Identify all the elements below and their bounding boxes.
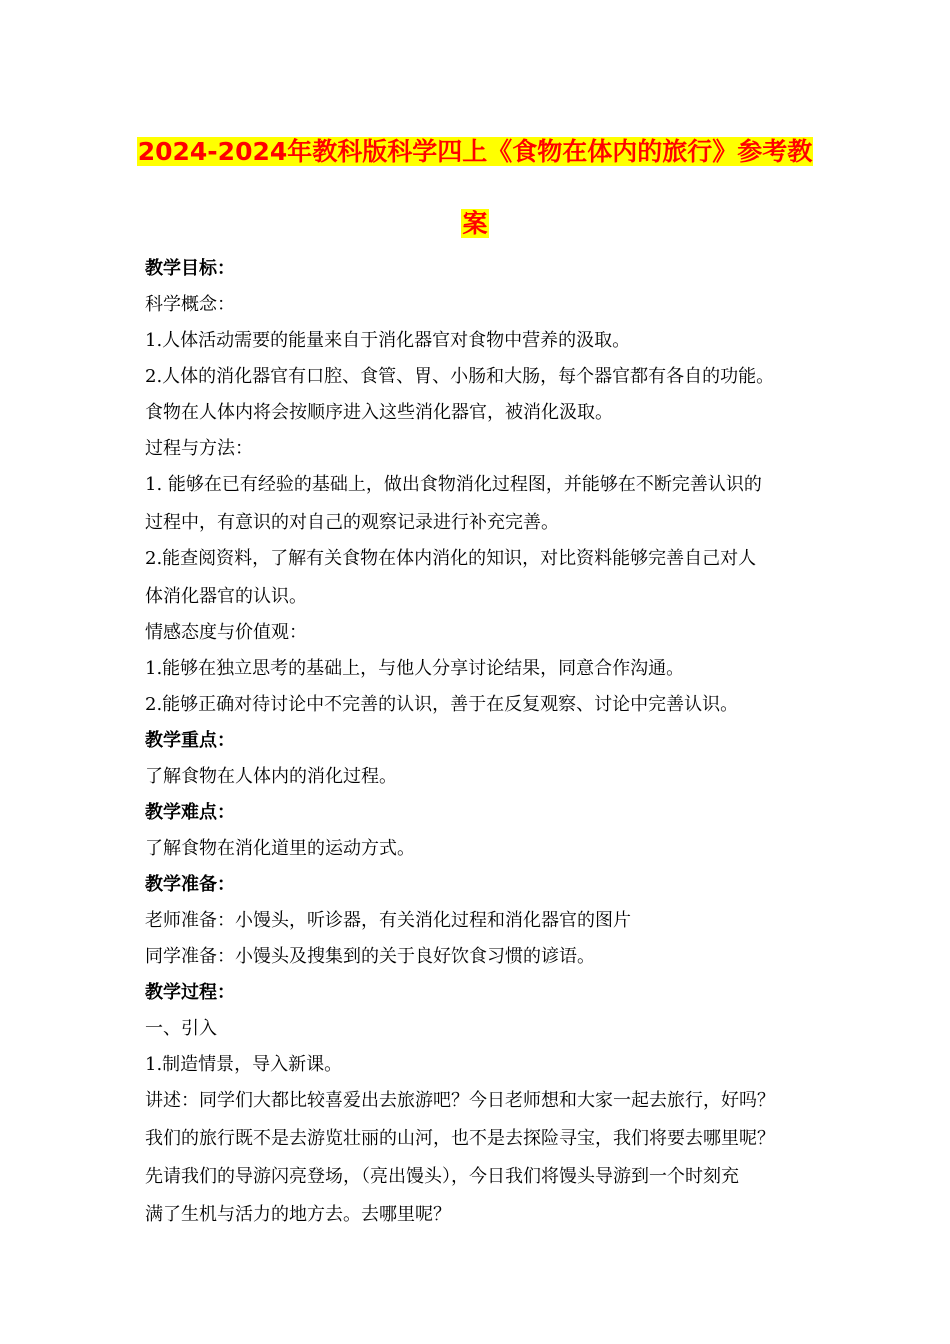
section-heading: 教学重点： <box>145 730 235 751</box>
body-line: 一、引入 <box>145 1018 217 1039</box>
section-heading: 教学难点： <box>145 802 235 823</box>
document-title-line-2 <box>0 207 950 241</box>
body-line: 1.制造情景，导入新课。 <box>145 1054 343 1075</box>
body-line: 食物在人体内将会按顺序进入这些消化器官，被消化汲取。 <box>145 402 613 423</box>
body-line: 1. 能够在已有经验的基础上，做出食物消化过程图，并能够在不断完善认识的 <box>145 474 762 495</box>
body-line: 满了生机与活力的地方去。去哪里呢？ <box>145 1204 451 1225</box>
body-line: 同学准备：小馒头及搜集到的关于良好饮食习惯的谚语。 <box>145 946 595 967</box>
title-highlight-1: 2024-2024年教科版科学四上《食物在体内的旅行》参考教 <box>137 137 813 166</box>
body-line: 2.人体的消化器官有口腔、食管、胃、小肠和大肠，每个器官都有各自的功能。 <box>145 366 775 387</box>
title-highlight-2: 案 <box>462 209 488 238</box>
document-title-line-1 <box>0 135 950 169</box>
body-line: 先请我们的导游闪亮登场，（亮出馒头），今日我们将馒头导游到一个时刻充 <box>145 1166 739 1187</box>
body-line: 过程与方法： <box>145 438 253 459</box>
section-heading: 教学过程： <box>145 982 235 1003</box>
section-heading: 教学目标： <box>145 258 235 279</box>
body-line: 科学概念： <box>145 294 235 315</box>
body-line: 2.能够正确对待讨论中不完善的认识，善于在反复观察、讨论中完善认识。 <box>145 694 739 715</box>
body-line: 老师准备：小馒头，听诊器，有关消化过程和消化器官的图片 <box>145 910 631 931</box>
body-line: 体消化器官的认识。 <box>145 586 307 607</box>
body-line: 了解食物在消化道里的运动方式。 <box>145 838 415 859</box>
body-line: 过程中，有意识的对自己的观察记录进行补充完善。 <box>145 512 559 533</box>
body-line: 情感态度与价值观： <box>145 622 307 643</box>
body-line: 讲述：同学们大都比较喜爱出去旅游吧？今日老师想和大家一起去旅行，好吗？ <box>145 1090 775 1111</box>
body-line: 了解食物在人体内的消化过程。 <box>145 766 397 787</box>
body-line: 1.人体活动需要的能量来自于消化器官对食物中营养的汲取。 <box>145 330 631 351</box>
body-line: 2.能查阅资料，了解有关食物在体内消化的知识，对比资料能够完善自己对人 <box>145 548 757 569</box>
section-heading: 教学准备： <box>145 874 235 895</box>
document-body <box>145 258 835 1226</box>
body-line: 我们的旅行既不是去游览壮丽的山河，也不是去探险寻宝，我们将要去哪里呢？ <box>145 1128 775 1149</box>
body-line: 1.能够在独立思考的基础上，与他人分享讨论结果，同意合作沟通。 <box>145 658 685 679</box>
